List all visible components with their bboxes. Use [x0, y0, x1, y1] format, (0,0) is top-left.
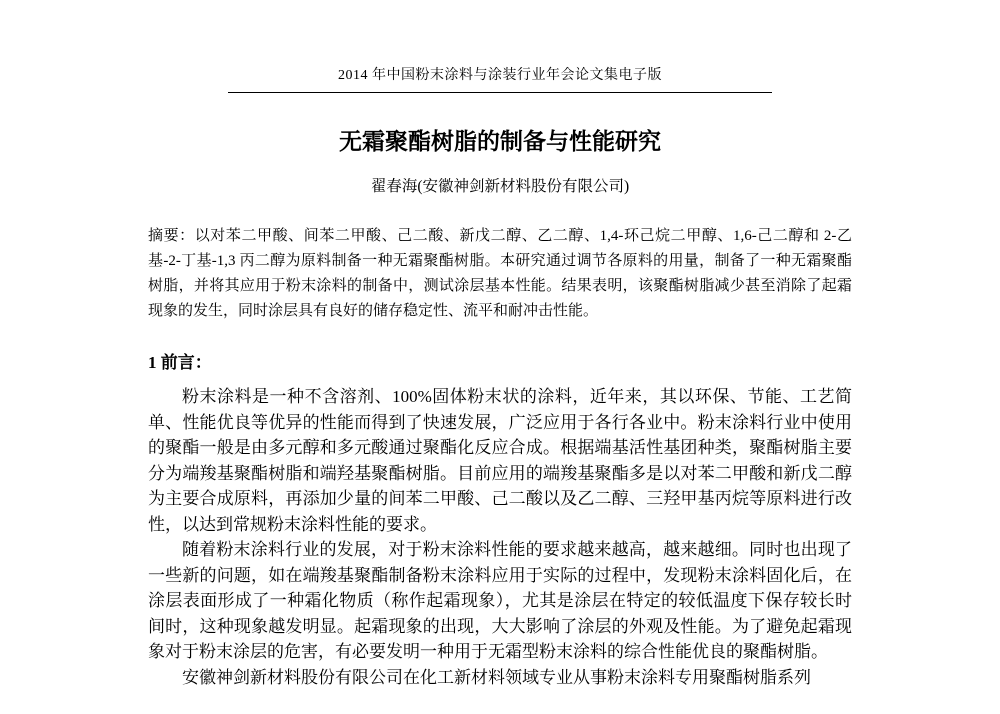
author-line: 翟春海(安徽神剑新材料股份有限公司): [370, 178, 630, 195]
header-text: 2014 年中国粉末涂料与涂装行业年会论文集电子版: [338, 68, 662, 83]
paper-title: 无霜聚酯树脂的制备与性能研究: [339, 129, 661, 154]
header-divider: [228, 92, 772, 93]
body-paragraph: 粉末涂料是一种不含溶剂、100%固体粉末状的涂料，近年来，其以环保、节能、工艺简单、性能优良等优异的性能而得到了快速发展，广泛应用于各行各业中。粉末涂料行业中使用的聚酯一般是由多元醇和多元酸通过聚酯化反应合成。根据端基活性基团种类，聚酯树脂主要分为端羧基聚酯树脂和端羟基聚酯树脂。目前应用的端羧基聚酯多是以对苯二甲酸和新戊二醇为主要合成原料，再添加少量的间苯二甲酸、己二酸以及乙二醇、三羟甲基丙烷等原料进行改性，以达到常规粉末涂料性能的要求。: [148, 387, 852, 534]
section-1-heading: 1 前言：: [148, 353, 212, 372]
page-header: [148, 68, 852, 93]
abstract-paragraph: 摘要：以对苯二甲酸、间苯二甲酸、己二酸、新戊二醇、乙二醇、1,4-环己烷二甲醇、1,6-己二醇和 2-乙基-2-丁基-1,3 丙二醇为原料制备一种无霜聚酯树脂。本研究通过调节各原料的用量，制备了一种无霜聚酯树脂，并将其应用于粉末涂料的制备中，测试涂层基本性能。结果表明，该聚酯树脂减少甚至消除了起霜现象的发生，同时涂层具有良好的储存稳定性、流平和耐冲击性能。: [148, 228, 852, 319]
body-paragraph: 随着粉末涂料行业的发展，对于粉末涂料性能的要求越来越高，越来越细。同时也出现了一些新的问题，如在端羧基聚酯制备粉末涂料应用于实际的过程中，发现粉末涂料固化后，在涂层表面形成了一种霜化物质（称作起霜现象），尤其是涂层在特定的较低温度下保存较长时间时，这种现象越发明显。起霜现象的出现，大大影响了涂层的外观及性能。为了避免起霜现象对于粉末涂层的危害，有必要发明一种用于无霜型粉末涂料的综合性能优良的聚酯树脂。: [148, 540, 852, 661]
body-paragraph: 安徽神剑新材料股份有限公司在化工新材料领域专业从事粉末涂料专用聚酯树脂系列: [182, 667, 811, 687]
